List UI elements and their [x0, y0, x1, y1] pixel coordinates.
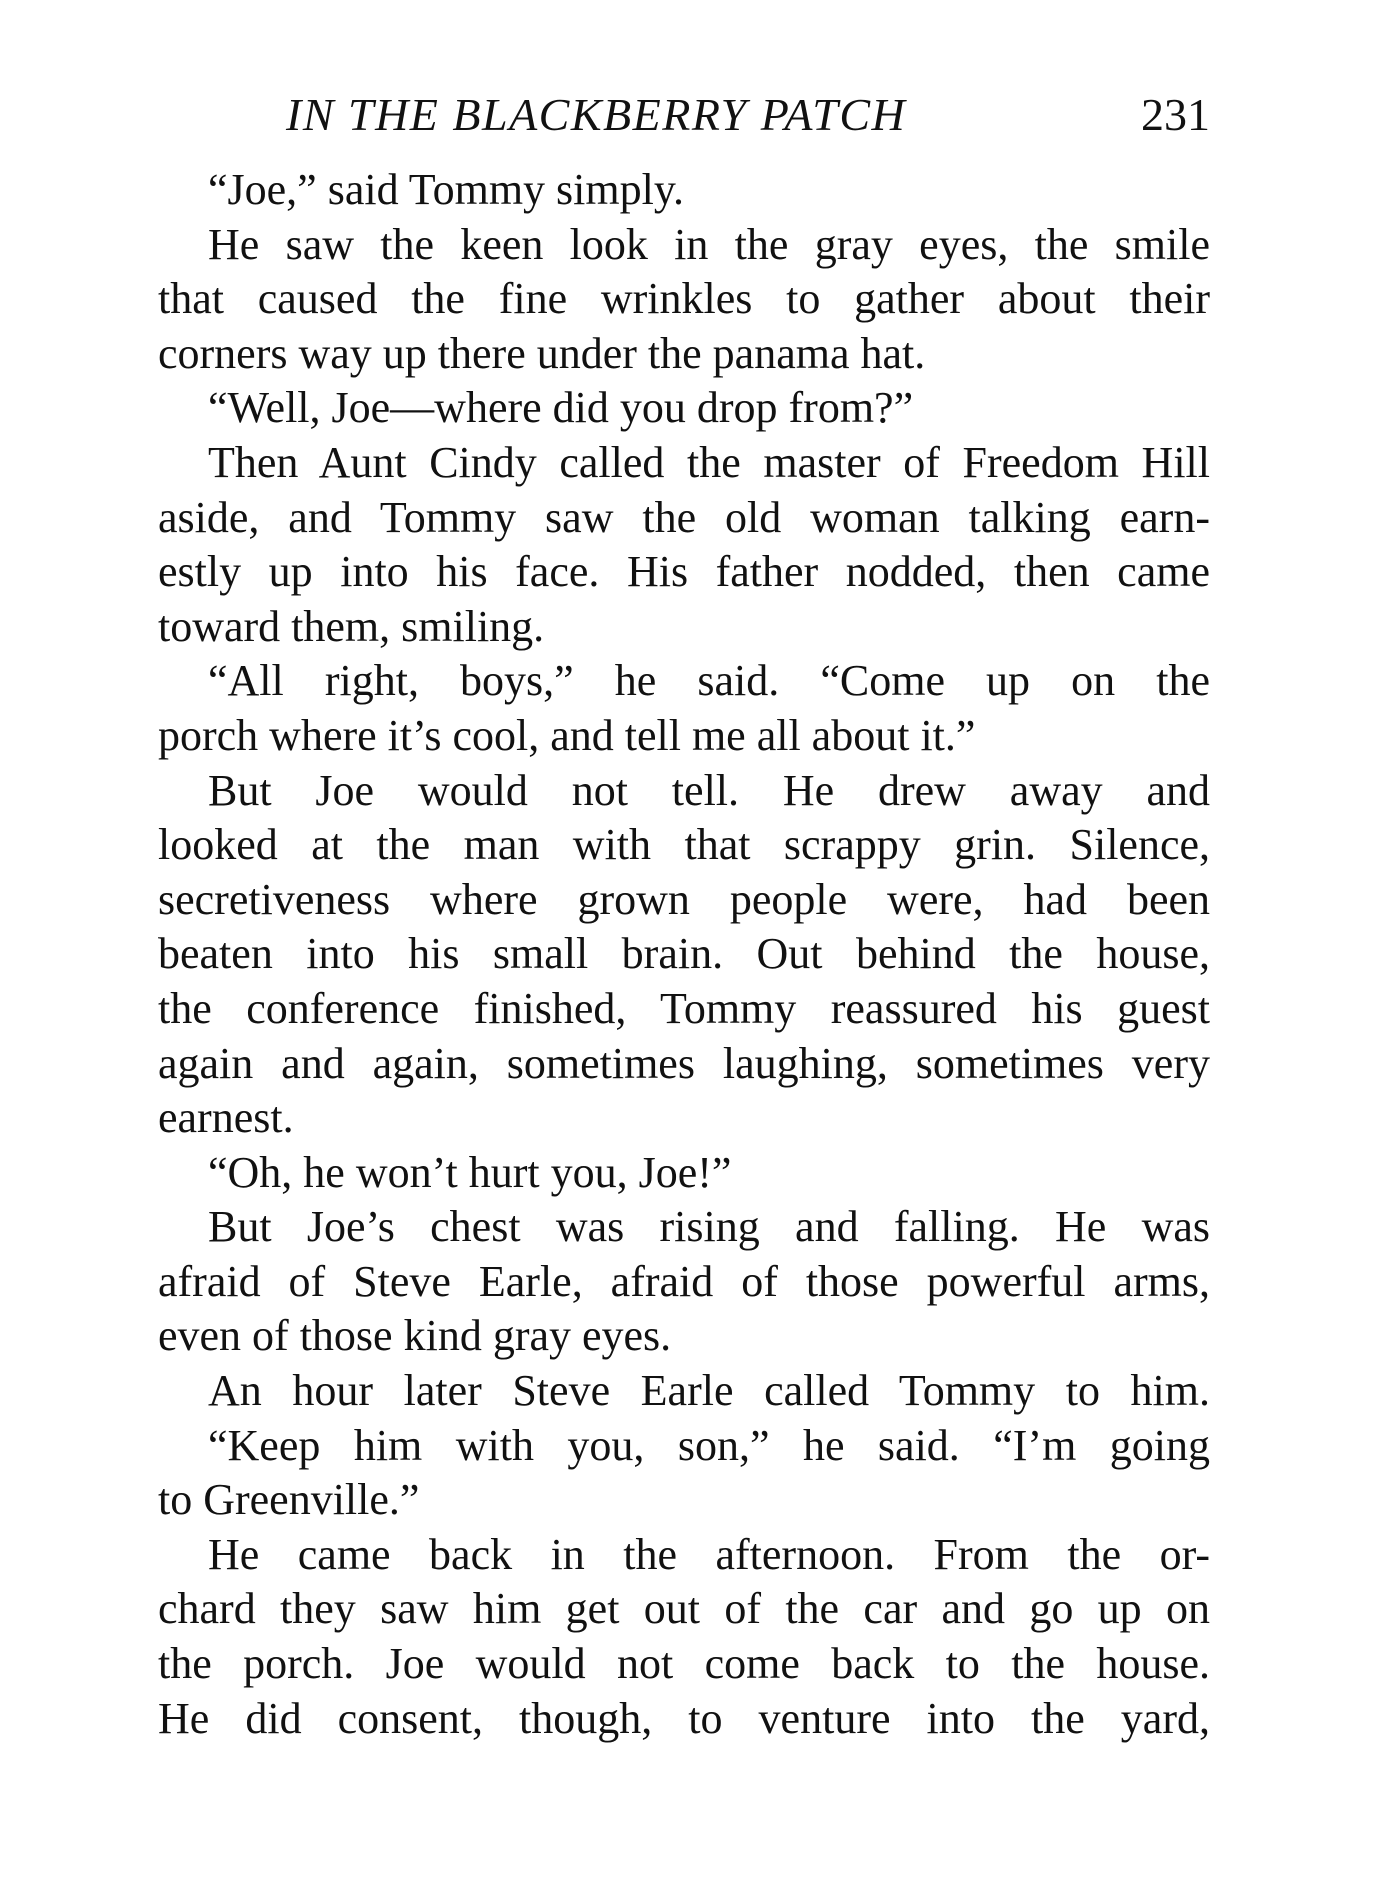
- text-line: “Well, Joe—where did you drop from?”: [208, 383, 914, 433]
- text-line: “Keep him with you, son,” he said. “I’m going: [208, 1420, 1210, 1470]
- body-text: [158, 163, 1210, 1746]
- text-line: the porch. Joe would not come back to the house.: [158, 1639, 1210, 1689]
- text-line: porch where it’s cool, and tell me all about it.”: [158, 710, 976, 760]
- text-line: estly up into his face. His father nodded, then came: [158, 547, 1210, 597]
- text-line: He did consent, though, to venture into the yard,: [158, 1693, 1210, 1743]
- text-line: earnest.: [158, 1093, 294, 1143]
- page-number: 231: [1141, 89, 1210, 140]
- text-line: afraid of Steve Earle, afraid of those powerful arms,: [158, 1256, 1210, 1306]
- text-line: “Oh, he won’t hurt you, Joe!”: [208, 1147, 732, 1197]
- text-line: An hour later Steve Earle called Tommy to him.: [208, 1366, 1210, 1416]
- text-line: toward them, smiling.: [158, 601, 545, 651]
- text-line: secretiveness where grown people were, had been: [158, 874, 1210, 924]
- text-line: But Joe would not tell. He drew away and: [208, 765, 1210, 815]
- text-line: aside, and Tommy saw the old woman talking earn-: [158, 492, 1210, 542]
- text-line: to Greenville.”: [158, 1475, 420, 1525]
- page-header: [158, 88, 1210, 148]
- text-line: Then Aunt Cindy called the master of Freedom Hill: [208, 437, 1210, 487]
- text-line: beaten into his small brain. Out behind the house,: [158, 929, 1210, 979]
- text-line: He came back in the afternoon. From the or-: [208, 1529, 1210, 1579]
- text-line: He saw the keen look in the gray eyes, the smile: [208, 219, 1210, 269]
- text-line: corners way up there under the panama hat.: [158, 328, 926, 378]
- text-line: looked at the man with that scrappy grin. Silence,: [158, 820, 1210, 870]
- text-line: “All right, boys,” he said. “Come up on the: [208, 656, 1210, 706]
- text-line: even of those kind gray eyes.: [158, 1311, 672, 1361]
- running-title: IN THE BLACKBERRY PATCH: [286, 89, 907, 140]
- text-line: that caused the fine wrinkles to gather about their: [158, 274, 1210, 324]
- text-line: again and again, sometimes laughing, sometimes very: [158, 1038, 1210, 1088]
- text-line: But Joe’s chest was rising and falling. He was: [208, 1202, 1210, 1252]
- text-line: the conference finished, Tommy reassured his guest: [158, 983, 1210, 1033]
- text-line: chard they saw him get out of the car and go up on: [158, 1584, 1210, 1634]
- text-line: “Joe,” said Tommy simply.: [208, 165, 684, 214]
